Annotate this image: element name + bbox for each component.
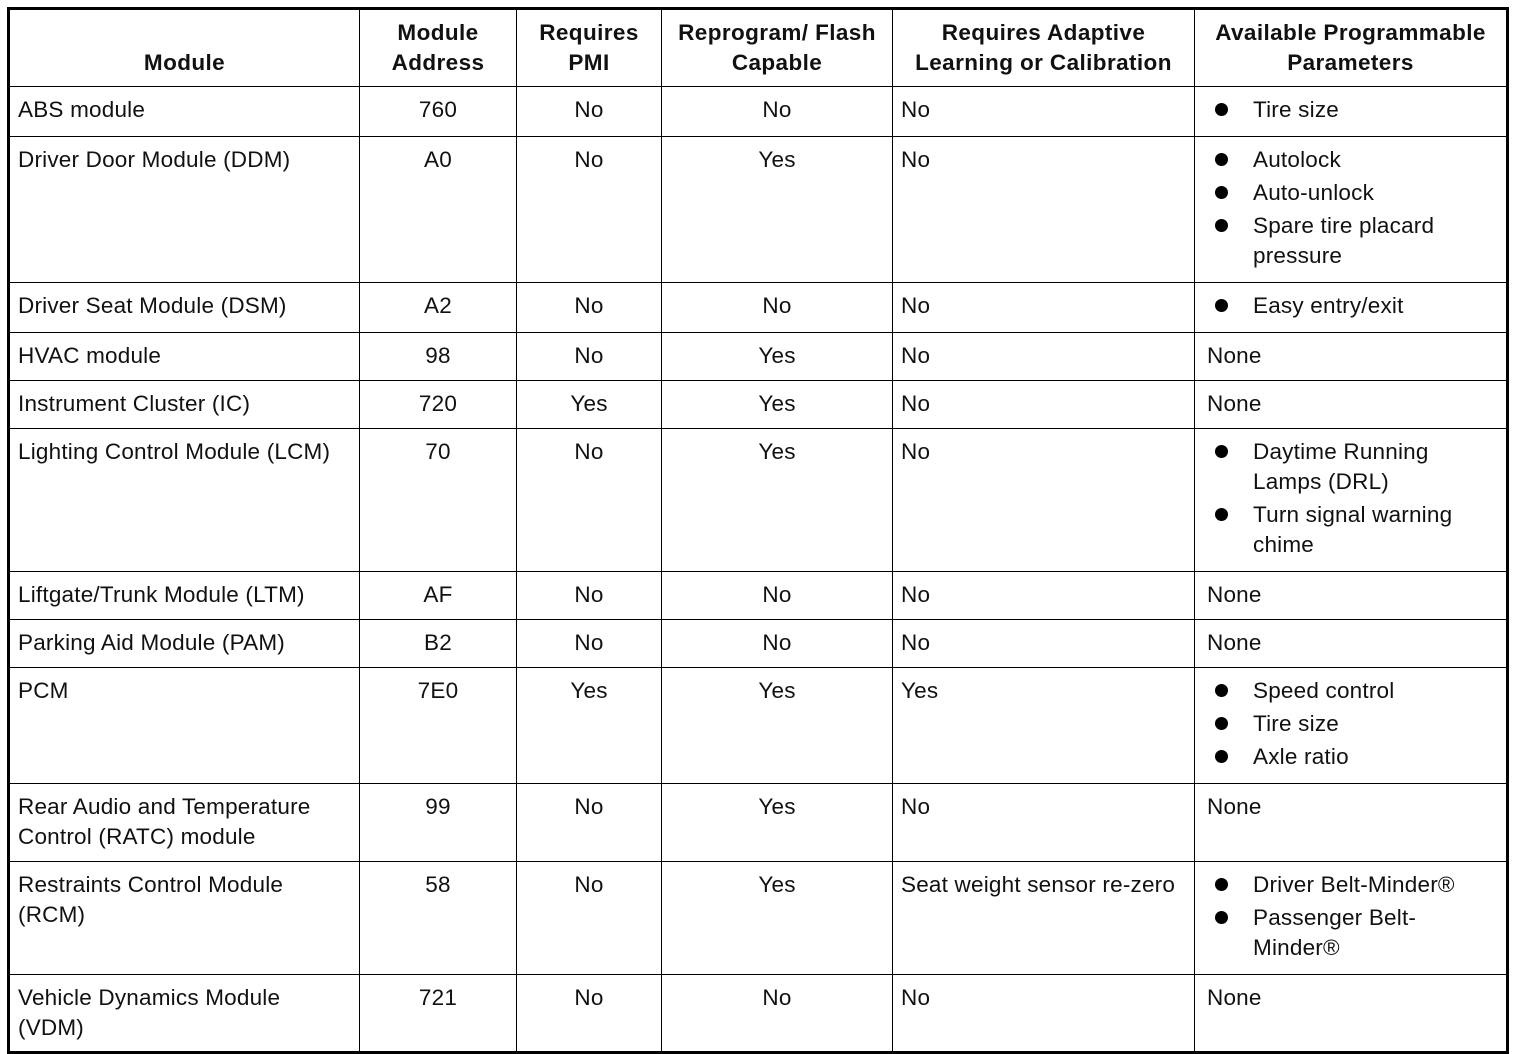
param-label: Speed control (1253, 678, 1395, 703)
cell-module: Restraints Control Module (RCM) (9, 862, 360, 975)
table-row (9, 429, 1508, 572)
cell-flash: No (662, 283, 893, 333)
cell-address: A2 (360, 283, 517, 333)
params-list-item (1207, 95, 1498, 125)
cell-address: B2 (360, 620, 517, 668)
table-row (9, 784, 1508, 862)
bullet-icon (1215, 717, 1228, 730)
cell-adaptive: No (893, 87, 1195, 137)
table-row (9, 975, 1508, 1053)
param-none: None (1207, 582, 1262, 607)
params-list (1207, 95, 1498, 125)
cell-pmi: No (517, 975, 662, 1053)
cell-module: Vehicle Dynamics Module (VDM) (9, 975, 360, 1053)
cell-params (1195, 381, 1508, 429)
cell-pmi: No (517, 572, 662, 620)
cell-params (1195, 283, 1508, 333)
params-list-item (1207, 145, 1498, 175)
params-list-item (1207, 742, 1498, 772)
cell-flash: No (662, 572, 893, 620)
cell-params (1195, 429, 1508, 572)
param-label: Turn signal warning chime (1253, 502, 1453, 557)
params-list (1207, 291, 1498, 321)
cell-module: Liftgate/Trunk Module (LTM) (9, 572, 360, 620)
cell-address: 760 (360, 87, 517, 137)
params-list (1207, 437, 1498, 560)
table-body (9, 87, 1508, 1053)
cell-pmi: No (517, 784, 662, 862)
params-list-item (1207, 903, 1498, 963)
bullet-icon (1215, 186, 1228, 199)
cell-flash: No (662, 87, 893, 137)
params-list (1207, 676, 1498, 772)
params-list-item (1207, 676, 1498, 706)
bullet-icon (1215, 750, 1228, 763)
cell-pmi: Yes (517, 381, 662, 429)
header-row (9, 9, 1508, 87)
bullet-icon (1215, 911, 1228, 924)
table-row (9, 283, 1508, 333)
table-row (9, 381, 1508, 429)
cell-module: Instrument Cluster (IC) (9, 381, 360, 429)
module-table (7, 7, 1509, 1054)
cell-params (1195, 668, 1508, 784)
cell-module: PCM (9, 668, 360, 784)
params-list-item (1207, 870, 1498, 900)
cell-adaptive: No (893, 784, 1195, 862)
params-list-item (1207, 178, 1498, 208)
cell-address: 721 (360, 975, 517, 1053)
table-row (9, 668, 1508, 784)
cell-address: AF (360, 572, 517, 620)
cell-params (1195, 333, 1508, 381)
params-list-item (1207, 709, 1498, 739)
cell-pmi: No (517, 137, 662, 283)
cell-adaptive: Yes (893, 668, 1195, 784)
cell-flash: Yes (662, 381, 893, 429)
cell-adaptive: Seat weight sensor re-zero (893, 862, 1195, 975)
param-label: Driver Belt-Minder® (1253, 872, 1455, 897)
cell-adaptive: No (893, 975, 1195, 1053)
cell-flash: Yes (662, 333, 893, 381)
cell-module: Parking Aid Module (PAM) (9, 620, 360, 668)
cell-address: 99 (360, 784, 517, 862)
cell-flash: Yes (662, 784, 893, 862)
cell-module: Lighting Control Module (LCM) (9, 429, 360, 572)
params-list (1207, 145, 1498, 271)
cell-pmi: Yes (517, 668, 662, 784)
cell-adaptive: No (893, 381, 1195, 429)
cell-flash: Yes (662, 668, 893, 784)
table-row (9, 620, 1508, 668)
cell-flash: No (662, 620, 893, 668)
cell-adaptive: No (893, 137, 1195, 283)
param-none: None (1207, 343, 1262, 368)
param-label: Daytime Running Lamps (DRL) (1253, 439, 1429, 494)
cell-module: Rear Audio and Temperature Control (RATC) module (9, 784, 360, 862)
param-label: Auto-unlock (1253, 180, 1375, 205)
cell-flash: Yes (662, 429, 893, 572)
param-none: None (1207, 985, 1262, 1010)
cell-pmi: No (517, 429, 662, 572)
table-row (9, 137, 1508, 283)
cell-address: 7E0 (360, 668, 517, 784)
cell-pmi: No (517, 87, 662, 137)
bullet-icon (1215, 684, 1228, 697)
cell-params (1195, 620, 1508, 668)
bullet-icon (1215, 878, 1228, 891)
cell-address: A0 (360, 137, 517, 283)
cell-params (1195, 975, 1508, 1053)
header-adaptive: Requires Adaptive Learning or Calibration (893, 9, 1195, 87)
params-list-item (1207, 211, 1498, 271)
bullet-icon (1215, 299, 1228, 312)
header-params: Available Programmable Parameters (1195, 9, 1508, 87)
bullet-icon (1215, 153, 1228, 166)
cell-pmi: No (517, 283, 662, 333)
header-address: Module Address (360, 9, 517, 87)
params-list (1207, 870, 1498, 963)
cell-params (1195, 137, 1508, 283)
cell-pmi: No (517, 620, 662, 668)
cell-params (1195, 572, 1508, 620)
param-label: Autolock (1253, 147, 1341, 172)
cell-module: HVAC module (9, 333, 360, 381)
table-row (9, 862, 1508, 975)
cell-flash: Yes (662, 862, 893, 975)
cell-adaptive: No (893, 283, 1195, 333)
table-row (9, 87, 1508, 137)
cell-params (1195, 784, 1508, 862)
cell-module: Driver Door Module (DDM) (9, 137, 360, 283)
header-flash: Reprogram/ Flash Capable (662, 9, 893, 87)
cell-pmi: No (517, 333, 662, 381)
params-list-item (1207, 437, 1498, 497)
cell-adaptive: No (893, 429, 1195, 572)
table-row (9, 572, 1508, 620)
header-module: Module (9, 9, 360, 87)
param-label: Tire size (1253, 97, 1339, 122)
cell-module: ABS module (9, 87, 360, 137)
table-row (9, 333, 1508, 381)
param-label: Spare tire placard pressure (1253, 213, 1435, 268)
param-none: None (1207, 630, 1262, 655)
param-none: None (1207, 794, 1262, 819)
cell-adaptive: No (893, 333, 1195, 381)
cell-address: 98 (360, 333, 517, 381)
bullet-icon (1215, 219, 1228, 232)
params-list-item (1207, 291, 1498, 321)
cell-flash: Yes (662, 137, 893, 283)
bullet-icon (1215, 103, 1228, 116)
cell-address: 720 (360, 381, 517, 429)
cell-address: 70 (360, 429, 517, 572)
header-pmi: Requires PMI (517, 9, 662, 87)
cell-pmi: No (517, 862, 662, 975)
cell-params (1195, 862, 1508, 975)
cell-module: Driver Seat Module (DSM) (9, 283, 360, 333)
param-label: Tire size (1253, 711, 1339, 736)
cell-adaptive: No (893, 620, 1195, 668)
param-label: Passenger Belt-Minder® (1253, 905, 1417, 960)
cell-adaptive: No (893, 572, 1195, 620)
bullet-icon (1215, 508, 1228, 521)
param-label: Axle ratio (1253, 744, 1349, 769)
param-none: None (1207, 391, 1262, 416)
param-label: Easy entry/exit (1253, 293, 1404, 318)
params-list-item (1207, 500, 1498, 560)
cell-params (1195, 87, 1508, 137)
cell-flash: No (662, 975, 893, 1053)
bullet-icon (1215, 445, 1228, 458)
cell-address: 58 (360, 862, 517, 975)
